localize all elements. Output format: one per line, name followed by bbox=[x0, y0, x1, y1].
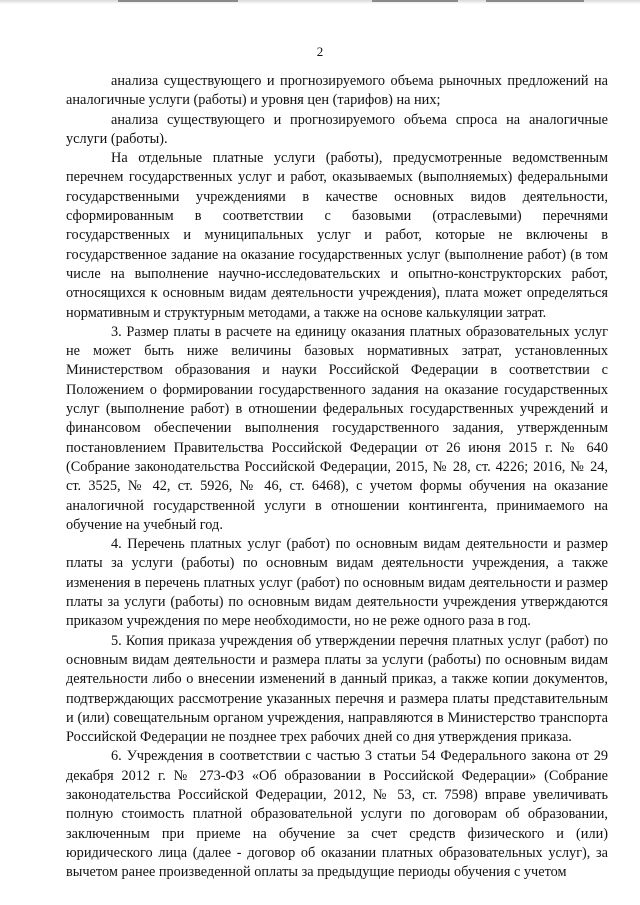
scan-artifact bbox=[118, 0, 238, 2]
paragraph: анализа существующего и прогнозируемого объема рыночных предложений на аналогичные услуги (работы) и уровня цен (тарифов) на них; bbox=[66, 73, 608, 109]
paragraph: 3. Размер платы в расчете на единицу оказания платных образовательных услуг не может быть ниже величины базовых нормативных затрат, установленных Министерством образования и науки Российской Федерации в соответствии с Положением о формировании государственного задания на оказание государственных услуг (выполнение работ) в отношении федеральных государственных учреждений и финансовом обеспечении выполнения государственного задания, утвержденным постановлением Правительства Российской Федерации от 26 июня 2015 г. № 640 (Собрание законодательства Российской Федерации, 2015, № 28, ст. 4226; 2016, № 24, ст. 3525, № 42, ст. 5926, № 46, ст. 6468), с учетом формы обучения на оказание аналогичной государственной услуги в отношении контингента, принимаемого на обучение на учебный год. bbox=[66, 323, 608, 533]
scan-artifact bbox=[372, 0, 458, 2]
paragraph: На отдельные платные услуги (работы), предусмотренные ведомственным перечнем государственных услуг и работ, оказываемых (выполняемых) федеральными государственными учреждениями в качестве основных видов деятельности, сформированным в соответствии с базовыми (отраслевыми) перечнями государственных и муниципальных услуг и работ, которые не включены в государственное задание на оказание государственных услуг (выполнение работ) (в том числе на выполнение научно-исследовательских и опытно-конструкторских работ, относящихся к основным видам деятельности учреждения), плата может определяться нормативным и структурным методами, а также на основе калькуляции затрат. bbox=[66, 150, 608, 321]
paragraph: анализа существующего и прогнозируемого объема спроса на аналогичные услуги (работы). bbox=[66, 111, 608, 147]
paragraph: 4. Перечень платных услуг (работ) по основным видам деятельности и размер платы за услуги (работы) по основным видам деятельности учреждения, а также изменения в перечень платных услуг (работ) по основным видам деятельности и размер платы за услуги (работы) по основным видам деятельности учреждения утверждаются приказом учреждения по мере необходимости, но не реже одного раза в год. bbox=[66, 536, 608, 630]
paragraph: 5. Копия приказа учреждения об утверждении перечня платных услуг (работ) по основным видам деятельности и размера платы за услуги (работы) по основным видам деятельности либо о внесении изменений в данный приказ, а также копии документов, подтверждающих рассмотрение указанных перечня и размера платы представительным и (или) совещательным органом учреждения, направляются в Министерство транспорта Российской Федерации не позднее трех рабочих дней со дня утверждения приказа. bbox=[66, 632, 608, 746]
document-body bbox=[66, 72, 608, 882]
scan-artifact bbox=[486, 0, 584, 2]
paragraph: 6. Учреждения в соответствии с частью 3 статьи 54 Федерального закона от 29 декабря 2012 г. № 273-ФЗ «Об образовании в Российской Федерации» (Собрание законодательства Российской Федерации, 2012, № 53, ст. 7598) вправе увеличивать полную стоимость платной образовательной услуги по договорам об образовании, заключенным при приеме на обучение за счет средств физического и (или) юридического лица (далее - договор об оказании платных образовательных услуг), за вычетом ранее произведенной оплаты за предыдущие периоды обучения с учетом bbox=[66, 748, 608, 881]
page-number: 2 bbox=[316, 44, 324, 59]
